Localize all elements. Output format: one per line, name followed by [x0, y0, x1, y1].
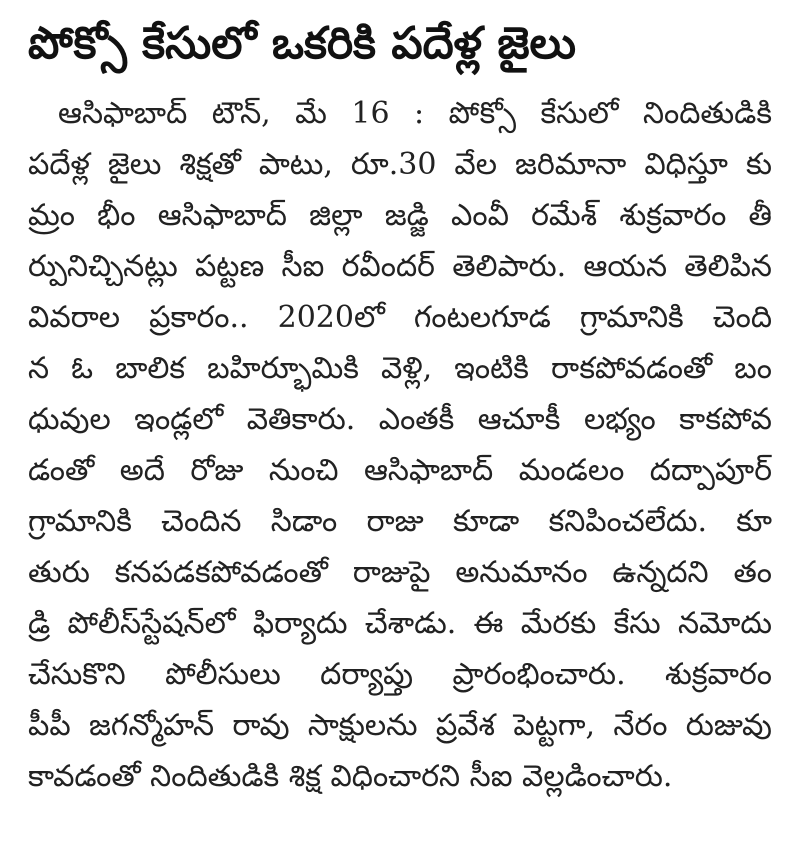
body-line: ధువుల ఇండ్లలో వెతికారు. ఎంతకీ ఆచూకీ లభ్యం కాకపోవ [28, 402, 772, 437]
body-line: మ్రం భీం ఆసిఫాబాద్ జిల్లా జడ్జి ఎంవీ రమేశ్ శుక్రవారం తీ [28, 198, 772, 233]
body-line: ర్పునిచ్చినట్లు పట్టణ సీఐ రవీందర్ తెలిపారు. ఆయన తెలిపిన [28, 249, 772, 284]
body-line: తురు కనపడకపోవడంతో రాజుపై అనుమానం ఉన్నదని తం [28, 555, 772, 590]
body-line: డంతో అదే రోజు నుంచి ఆసిఫాబాద్ మండలం దద్పాపూర్ [28, 453, 772, 488]
body-line: చేసుకొని పోలీసులు దర్యాప్తు ప్రారంభించారు. శుక్రవారం [28, 657, 772, 692]
body-line: పదేళ్ల జైలు శిక్షతో పాటు, రూ.30 వేల జరిమానా విధిస్తూ కు [28, 147, 772, 182]
body-line: ఆసిఫాబాద్ టౌన్, మే 16 : పోక్సో కేసులో నిందితుడికి [58, 96, 772, 131]
body-line: పీపీ జగన్మోహన్ రావు సాక్షులను ప్రవేశ పెట్టగా, నేరం రుజువు [28, 708, 772, 743]
body-line: న ఓ బాలిక బహిర్భూమికి వెళ్లి, ఇంటికి రాకపోవడంతో బం [28, 351, 772, 386]
body-line: కావడంతో నిందితుడికి శిక్ష విధించారని సీఐ వెల్లడించారు. [28, 759, 673, 794]
body-line: గ్రామానికి చెందిన సిడాం రాజు కూడా కనిపించలేదు. కూ [28, 504, 772, 539]
body-line: వివరాల ప్రకారం.. 2020లో గంటలగూడ గ్రామానికి చెంది [28, 300, 772, 335]
article-headline: పోక్సో కేసులో ఒకరికి పదేళ్ల జైలు [28, 18, 576, 69]
body-line: డ్రి పోలీస్‌స్టేషన్‌లో ఫిర్యాదు చేశాడు. ఈ మేరకు కేసు నమోదు [28, 606, 772, 641]
article-body [28, 88, 772, 802]
